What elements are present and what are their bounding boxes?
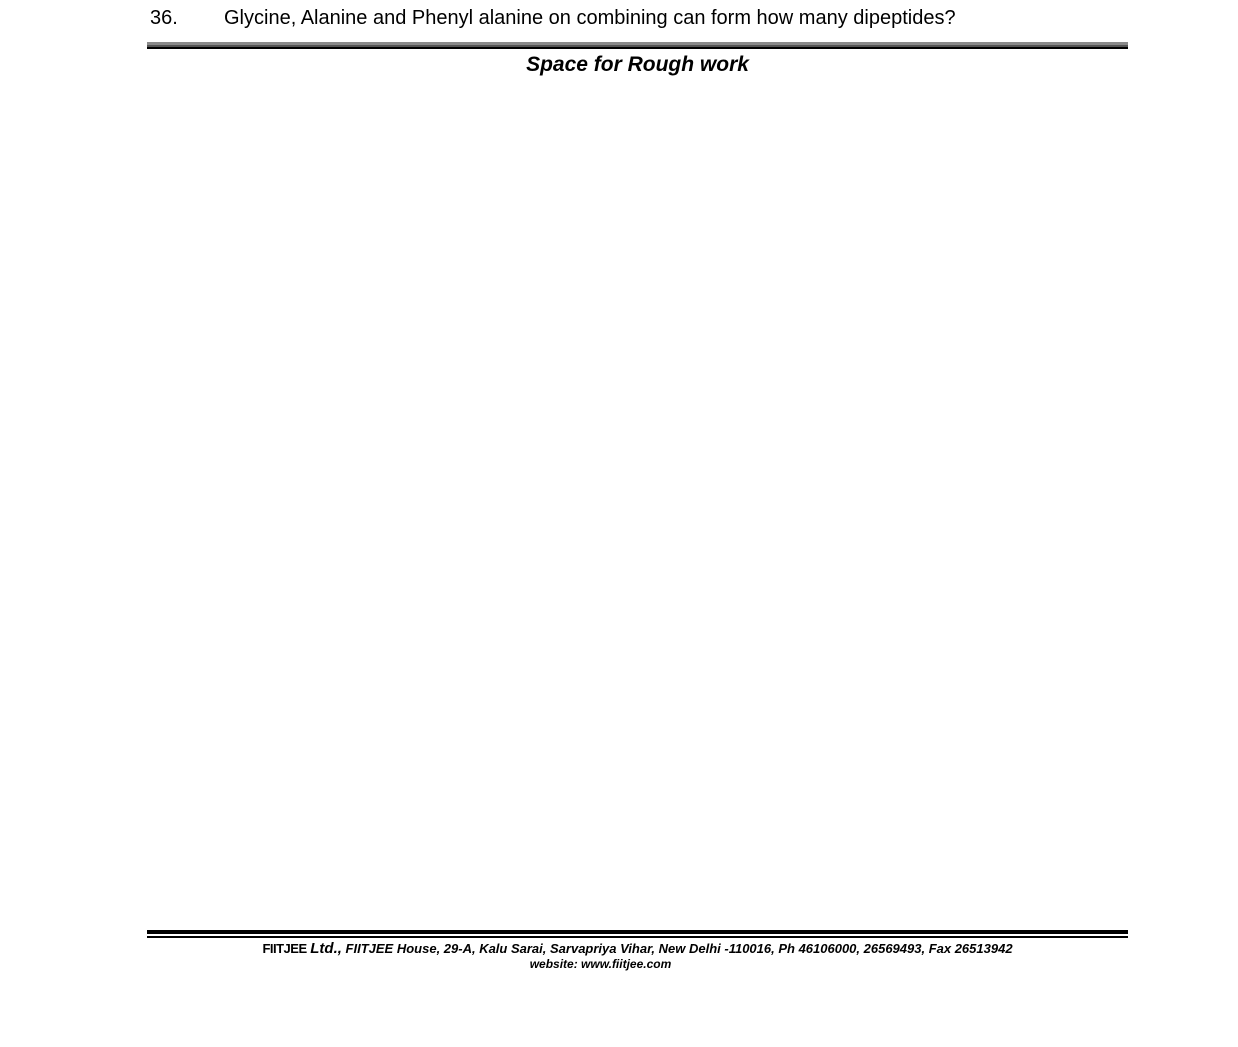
footer-ltd: Ltd., (310, 940, 342, 957)
header-divider (147, 42, 1128, 49)
footer-address-line (147, 940, 1128, 957)
question-text: Glycine, Alanine and Phenyl alanine on combining can form how many dipeptides? (224, 7, 956, 29)
footer-website: website: www.fiitjee.com (529, 957, 672, 971)
rough-work-title: Space for Rough work (526, 53, 749, 76)
footer-divider-thin (147, 936, 1128, 938)
rough-work-area (147, 82, 1128, 927)
footer-brand: FIITJEE (262, 941, 307, 956)
footer-address: FIITJEE House, 29-A, Kalu Sarai, Sarvapriya Vihar, New Delhi -110016, Ph 46106000, 26569493, Fax 26513942 (345, 941, 1013, 956)
footer-divider-thick (147, 930, 1128, 934)
question-number: 36. (150, 7, 178, 29)
